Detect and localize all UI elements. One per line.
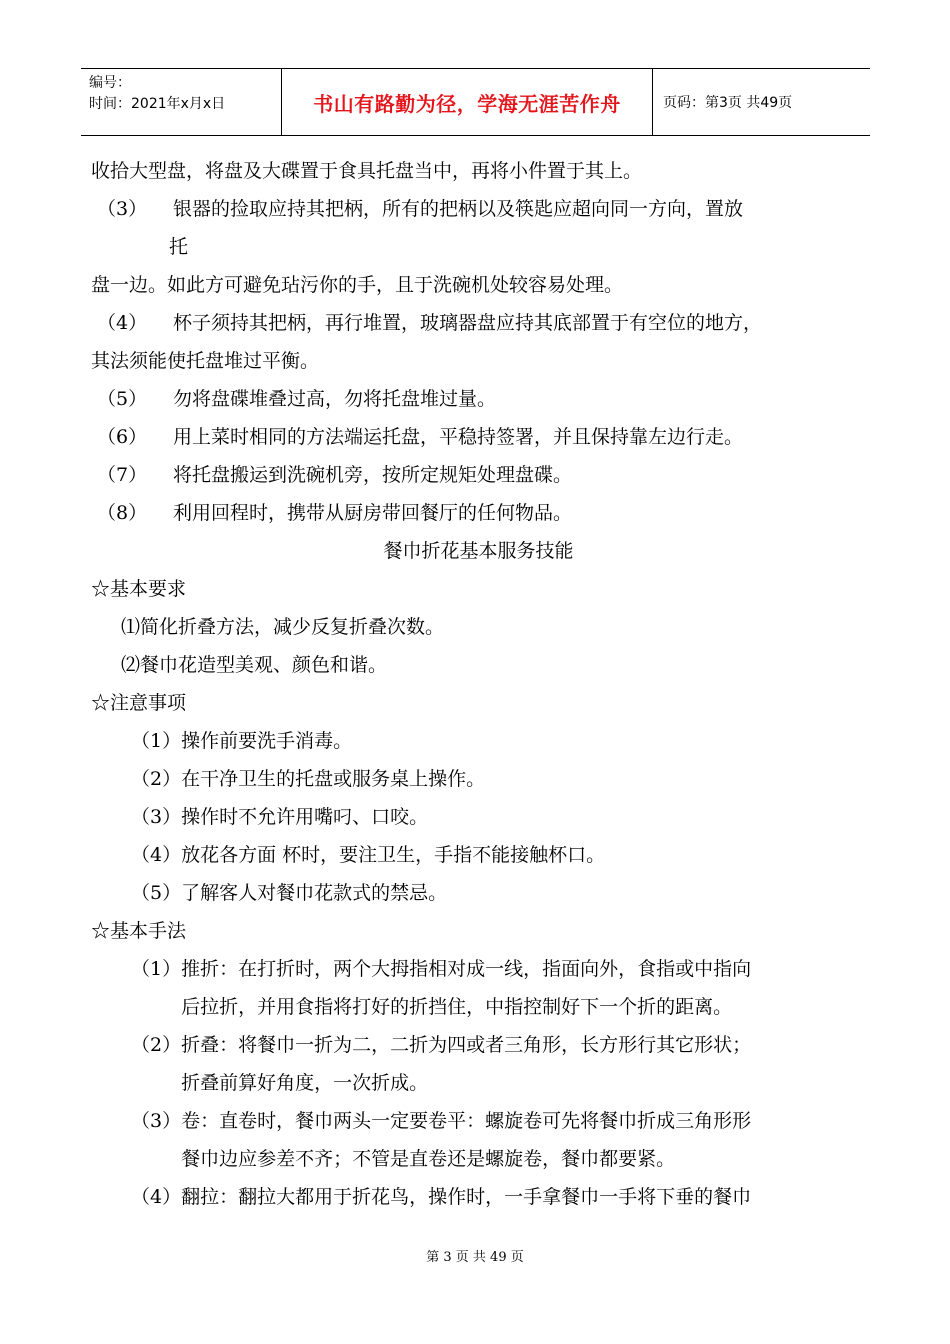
paragraph-line: 收拾大型盘，将盘及大碟置于食具托盘当中，再将小件置于其上。 [91,160,643,182]
item-text: 餐巾边应参差不齐；不管是直卷还是螺旋卷，餐巾都要紧。 [181,1148,676,1170]
item-number: （3） [131,1110,182,1132]
numbered-item [91,380,866,418]
paragraph-line: 托 [169,236,189,258]
list-item: （1）操作前要洗手消毒。 [131,730,353,752]
section-title: 餐巾折花基本服务技能 [383,540,574,562]
technique-item [91,1026,866,1102]
paragraph-line: 其法须能使托盘堆过平衡。 [91,350,320,372]
numbered-item [91,190,866,228]
item-text: 利用回程时，携带从厨房带回餐厅的任何物品。 [173,502,573,524]
item-text: 推折：在打折时，两个大拇指相对成一线，指面向外，食指或中指向 [181,958,752,980]
technique-item [91,1178,866,1216]
list-item: ⑴简化折叠方法，减少反复折叠次数。 [121,616,445,638]
header-meta [81,69,281,135]
document-body [91,152,866,1216]
list-item: （5）了解客人对餐巾花款式的禁忌。 [131,882,448,904]
page-header [81,68,870,136]
list-item: ⑵餐巾花造型美观、颜色和谐。 [121,654,388,676]
technique-item [91,1102,866,1178]
item-number: （3） [97,198,148,220]
section-heading: ☆基本手法 [91,920,187,942]
list-item: （2）在干净卫生的托盘或服务桌上操作。 [131,768,486,790]
page-footer: 第 3 页 共 49 页 [426,1250,524,1265]
item-number: （1） [131,958,182,980]
section-heading: ☆基本要求 [91,578,187,600]
item-text: 银器的捡取应持其把柄，所有的把柄以及筷匙应超向同一方向，置放 [173,198,744,220]
date-label: 时间：2021年x月x日 [89,96,226,112]
list-item: （3）操作时不允许用嘴叼、口咬。 [131,806,429,828]
item-number: （2） [131,1034,182,1056]
section-heading: ☆注意事项 [91,692,187,714]
paragraph-line: 盘一边。如此方可避免玷污你的手，且于洗碗机处较容易处理。 [91,274,624,296]
item-text: 卷：直卷时，餐巾两头一定要卷平：螺旋卷可先将餐巾折成三角形形 [181,1110,752,1132]
item-number: （8） [97,502,148,524]
numbered-item [91,304,866,342]
technique-item [91,950,866,1026]
numbered-item [91,456,866,494]
item-text: 折叠前算好角度，一次折成。 [181,1072,429,1094]
numbered-item [91,494,866,532]
item-text: 勿将盘碟堆叠过高，勿将托盘堆过量。 [173,388,497,410]
item-text: 将托盘搬运到洗碗机旁，按所定规矩处理盘碟。 [173,464,573,486]
item-text: 后拉折，并用食指将打好的折挡住，中指控制好下一个折的距离。 [181,996,733,1018]
item-text: 用上菜时相同的方法端运托盘，平稳持签署，并且保持靠左边行走。 [173,426,744,448]
item-text: 折叠：将餐巾一折为二，二折为四或者三角形，长方形行其它形状； [181,1034,752,1056]
number-label: 编号： [89,75,131,91]
item-text: 杯子须持其把柄，再行堆置，玻璃器盘应持其底部置于有空位的地方， [173,312,763,334]
header-page-info: 页码：第3页 共49页 [663,95,793,111]
list-item: （4）放花各方面 杯时，要注卫生，手指不能接触杯口。 [131,844,606,866]
item-text: 翻拉：翻拉大都用于折花鸟，操作时，一手拿餐巾一手将下垂的餐巾 [181,1186,752,1208]
item-number: （4） [97,312,148,334]
item-number: （4） [131,1186,182,1208]
item-number: （7） [97,464,148,486]
header-motto: 书山有路勤为径，学海无涯苦作舟 [281,69,653,135]
item-number: （6） [97,426,148,448]
item-number: （5） [97,388,148,410]
numbered-item [91,418,866,456]
